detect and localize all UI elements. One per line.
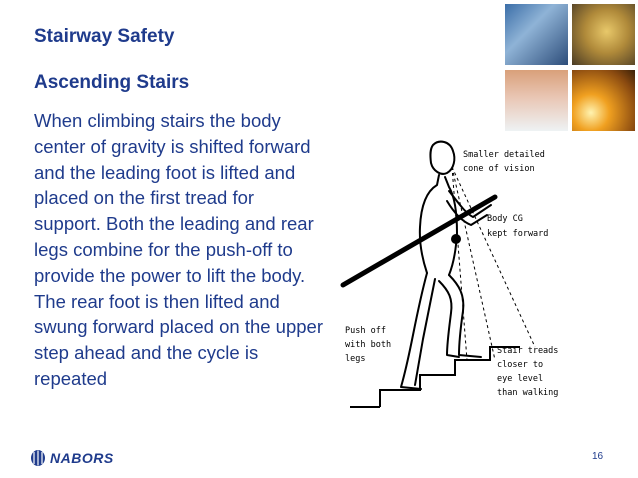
label-treads-2: closer to — [497, 360, 544, 370]
svg-text:kept forward — [487, 229, 548, 239]
photo-drill-equipment — [572, 4, 635, 65]
svg-text:closer to — [497, 360, 543, 370]
svg-text:Stair treads — [497, 346, 558, 356]
nabors-logo-icon — [30, 449, 46, 467]
label-vision-2: cone of vision — [463, 164, 535, 174]
photo-collage — [505, 4, 635, 131]
label-cg-1: Body CG — [487, 214, 523, 224]
label-treads-1: Stair treads — [497, 346, 559, 356]
logo-text: NABORS — [50, 450, 114, 466]
svg-text:than walking — [497, 388, 558, 398]
stair-climbing-illustration — [335, 135, 573, 410]
label-vision-1: Smaller detailed — [463, 150, 545, 160]
label-treads-4: than walking — [497, 388, 559, 398]
photo-workers — [505, 4, 568, 65]
label-cg-2: kept forward — [487, 229, 549, 239]
page-number: 16 — [592, 451, 604, 462]
svg-text:Smaller detailed — [463, 150, 545, 160]
slide-title: Stairway Safety — [34, 26, 175, 47]
svg-text:with both — [345, 340, 391, 350]
label-push-1: Push off — [345, 326, 386, 336]
label-push-2: with both — [345, 340, 392, 350]
slide-body-text: When climbing stairs the body center of gravity is shifted forward and the leading foot is lifted and placed on the first tread for support. Both the leading and rear legs combine for the push-off to provide the power to lift the body. The rear foot is then lifted and swung forward placed on the upper step ahead and the cycle is repeated — [34, 110, 323, 389]
svg-text:eye level — [497, 374, 543, 384]
photo-rig-sunset — [572, 70, 635, 131]
label-push-3: legs — [345, 354, 366, 364]
svg-text:cone of vision — [463, 164, 535, 174]
label-treads-3: eye level — [497, 374, 544, 384]
climbing-figure — [401, 142, 491, 389]
slide-subtitle: Ascending Stairs — [34, 72, 190, 93]
photo-arctic-rig — [505, 70, 568, 131]
handrail — [343, 197, 495, 285]
svg-text:legs — [345, 354, 365, 364]
nabors-logo — [30, 446, 114, 470]
body-cg-marker — [451, 234, 461, 244]
svg-text:Body CG — [487, 214, 523, 224]
svg-text:Push off — [345, 326, 386, 336]
